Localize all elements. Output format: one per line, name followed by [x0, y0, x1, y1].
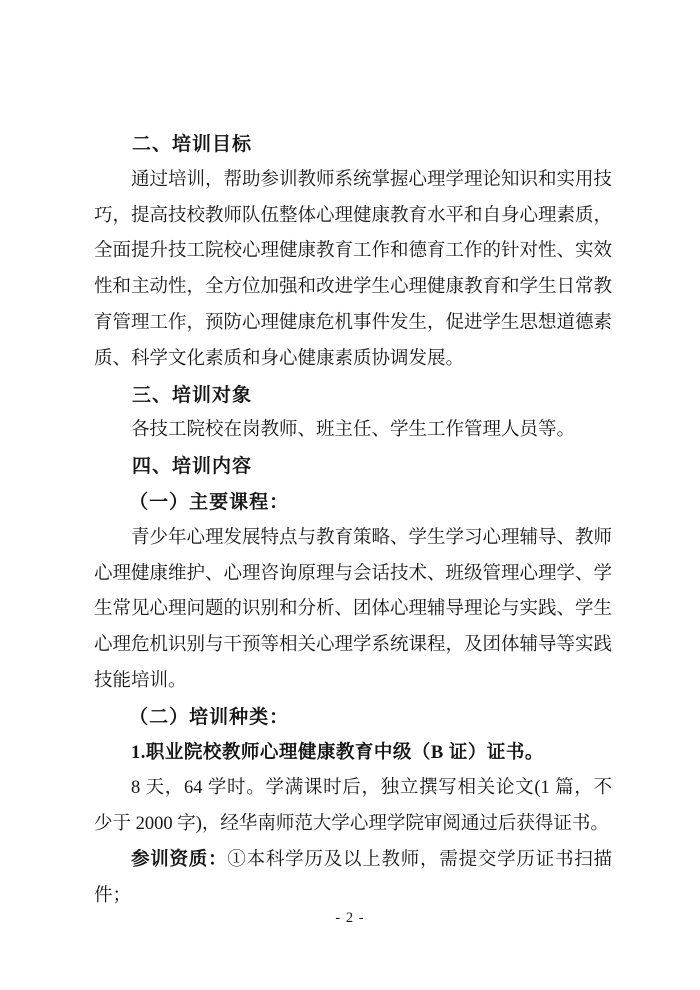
heading-training-audience: 三、培训对象: [132, 384, 253, 406]
subheading-training-types: （二）培训种类：: [129, 706, 290, 728]
qualification-text: ①本科学历及以上教师，需提交学历证书扫描件；: [94, 849, 612, 906]
para-training-audience: 各技工院校在岗教师、班主任、学生工作管理人员等。: [131, 420, 576, 441]
page-number: - 2 -: [335, 910, 365, 926]
para-main-courses: 青少年心理发展特点与教育策略、学生学习心理辅导、教师心理健康维护、心理咨询原理与会话技术、班级管理心理学、学生常见心理问题的识别和分析、团体心理辅导理论与实践、学生心理危机识别与干预等相关心理学系统课程，及团体辅导等实践技能培训。: [94, 527, 613, 691]
heading-training-objectives: 二、培训目标: [132, 134, 253, 155]
para-qualification: [94, 843, 612, 915]
certificate-title: 1.职业院校教师心理健康教育中级（B 证）证书。: [131, 742, 544, 763]
qualification-label: 参训资质：: [131, 849, 228, 870]
para-training-objectives: 通过培训，帮助参训教师系统掌握心理学理论知识和实用技巧，提高技校教师队伍整体心理健康教育水平和自身心理素质，全面提升技工院校心理健康教育工作和德育工作的针对性、实效性和主动性，全方位加强和改进学生心理健康教育和学生日常教育管理工作，预防心理健康危机事件发生，促进学生思想道德素质、科学文化素质和身心健康素质协调发展。: [94, 169, 613, 369]
subheading-main-courses: （一）主要课程：: [129, 491, 290, 513]
document-body: [94, 127, 612, 915]
para-certificate-details: 8 天，64 学时。学满课时后，独立撰写相关论文(1 篇，不少于 2000 字)，经华南师范大学心理学院审阅通过后获得证书。: [94, 778, 612, 835]
heading-training-content: 四、培训内容: [132, 456, 253, 478]
